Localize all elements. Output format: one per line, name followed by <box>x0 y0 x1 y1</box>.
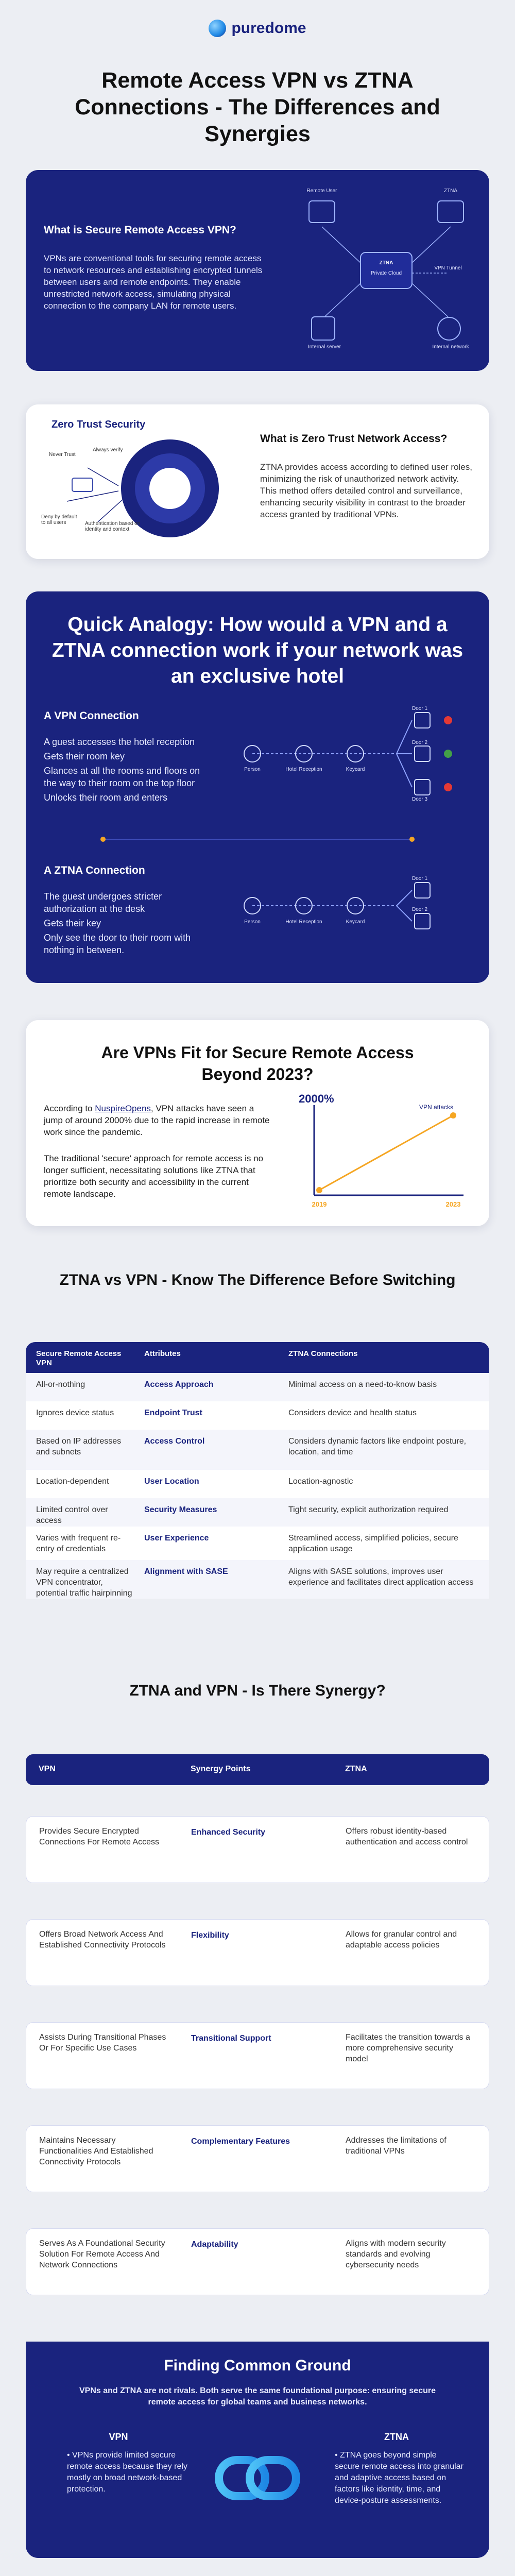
common-vpn-body: • VPNs provide limited secure remote access because they rely mostly on broad network-based protection. <box>67 2451 187 2494</box>
chart-x-tick-label: 2023 <box>445 1200 461 1208</box>
ztna-door-1-label: Door 1 <box>412 876 428 882</box>
attribute-cell: User Experience <box>144 1534 209 1543</box>
attribute-cell: Access Approach <box>144 1380 214 1389</box>
synergy-row <box>26 2022 489 2089</box>
diagram-private-cloud-label: Private Cloud <box>370 270 402 276</box>
difference-cell: Location-dependent <box>36 1477 109 1486</box>
diagram-internal-network-label: Internal network <box>432 344 469 350</box>
vpn-connection-title: A VPN Connection <box>44 710 139 722</box>
difference-cell: Aligns with SASE solutions, improves user experience and facilitates direct application access <box>288 1567 474 1587</box>
vpn-fit-paragraph-2: The traditional 'secure' approach for remote access is no longer sufficient, necessitating solutions like ZTNA that prioritize both security and accessibility in the current remote landscape. <box>44 1154 264 1199</box>
ztna-step-3: Only see the door to their room with nothing in between. <box>44 933 191 955</box>
analogy-heading: Quick Analogy: How would a VPN and a ZTNA connection work if your network was an exclusive hotel <box>52 614 464 687</box>
chart-point <box>316 1187 322 1193</box>
vpn-fit-paragraph-1 <box>44 1103 270 1138</box>
diagram-cloud-ztna-label: ZTNA <box>379 260 393 266</box>
divider-dot-right <box>409 837 415 842</box>
difference-column-header: ZTNA Connections <box>288 1349 358 1358</box>
synergy-row <box>26 2125 489 2192</box>
synergy-point-cell: Transitional Support <box>191 2034 271 2043</box>
nuspire-link[interactable]: NuspireOpens <box>95 1104 151 1113</box>
chart-svg <box>299 1092 474 1211</box>
synergy-column-header: VPN <box>39 1765 56 1773</box>
common-ztna-body: • ZTNA goes beyond simple secure remote access into granular and adaptive access based on factors like identity, time, and device-posture assessments. <box>335 2451 464 2505</box>
difference-row <box>26 1527 489 1560</box>
synergy-cell: Assists During Transitional Phases Or For Specific Use Cases <box>39 2033 166 2053</box>
synergy-cell: Facilitates the transition towards a more comprehensive security model <box>346 2033 470 2063</box>
synergy-point-cell: Flexibility <box>191 1931 229 1940</box>
common-vpn-body-text: VPNs provide limited secure remote access because they rely mostly on broad network-based protection. <box>67 2451 187 2494</box>
ztna-hotel-diagram <box>232 870 469 947</box>
synergy-column-header: ZTNA <box>345 1765 367 1773</box>
ztna-connection-title: A ZTNA Connection <box>44 865 145 876</box>
synergy-cell: Provides Secure Encrypted Connections For Remote Access <box>39 1827 159 1846</box>
vpn-reception-label: Hotel Reception <box>285 767 322 772</box>
vpn-keycard-label: Keycard <box>346 767 365 772</box>
analogy-divider <box>103 839 412 840</box>
vpn-hotel-diagram <box>232 700 469 813</box>
attribute-cell: User Location <box>144 1477 199 1486</box>
zt-never-trust-label: Never Trust <box>49 452 76 457</box>
common-ground-heading: Finding Common Ground <box>164 2357 351 2374</box>
zt-auth-label: Authentication based on identity and context <box>85 521 141 532</box>
synergy-row <box>26 1816 489 1883</box>
synergy-point-cell: Enhanced Security <box>191 1828 266 1837</box>
synergy-cell: Offers robust identity-based authentication and access control <box>346 1827 468 1846</box>
common-vpn-title: VPN <box>109 2432 128 2442</box>
vpn-fit-p1-suffix: , VPN attacks have seen a jump of around 2000% due to the rapid increase in remote work since the pandemic. <box>44 1104 270 1137</box>
chart-series-line <box>319 1115 453 1190</box>
synergy-cell: Addresses the limitations of traditional VPNs <box>346 2136 447 2156</box>
ztna-keycard-label: Keycard <box>346 919 365 925</box>
attribute-cell: Access Control <box>144 1437 205 1446</box>
attribute-cell: Endpoint Trust <box>144 1409 202 1417</box>
vpn-step-3: Glances at all the rooms and floors on the way to their room on the top floor <box>44 766 200 788</box>
vpn-person-label: Person <box>244 767 261 772</box>
difference-cell: Varies with frequent re-entry of credentials <box>36 1534 121 1553</box>
synergy-cell: Aligns with modern security standards and evolving cybersecurity needs <box>346 2239 446 2269</box>
difference-cell: Considers dynamic factors like endpoint posture, location, and time <box>288 1437 467 1456</box>
difference-cell: Minimal access on a need-to-know basis <box>288 1380 437 1389</box>
vpn-intro-card <box>26 170 489 371</box>
vpn-step-4: Unlocks their room and enters <box>44 792 168 803</box>
zero-trust-heading: What is Zero Trust Network Access? <box>260 433 448 445</box>
ztna-reception-label: Hotel Reception <box>285 919 322 925</box>
difference-cell: Location-agnostic <box>288 1477 353 1486</box>
common-ztna-body-text: ZTNA goes beyond simple secure remote access into granular and adaptive access based on factors like identity, time, and device-posture assessments. <box>335 2451 464 2505</box>
vpn-fit-card <box>26 1020 489 1226</box>
vpn-door-3-label: Door 3 <box>412 796 428 802</box>
synergy-heading: ZTNA and VPN - Is There Synergy? <box>129 1682 386 1699</box>
ztna-step-1: The guest undergoes stricter authorization at the desk <box>44 891 162 914</box>
chart-title: 2000% <box>299 1092 334 1105</box>
difference-cell: Ignores device status <box>36 1409 114 1417</box>
puredome-logo-icon <box>209 20 226 37</box>
analogy-card <box>26 591 489 983</box>
link-chain-icon <box>211 2439 304 2517</box>
difference-header-row <box>26 1342 489 1373</box>
common-ground-intro: VPNs and ZTNA are not rivals. Both serve the same foundational purpose: ensuring secure remote access for global teams and business networks. <box>79 2386 436 2406</box>
difference-cell: May require a centralized VPN concentrator, potential traffic hairpinning <box>36 1567 132 1598</box>
zero-trust-diagram <box>41 419 237 548</box>
diagram-remote-user-label: Remote User <box>306 188 337 194</box>
diagram-internal-server-label: Internal server <box>308 344 341 350</box>
vpn-door-1-label: Door 1 <box>412 706 428 711</box>
vpn-door-2-label: Door 2 <box>412 740 428 745</box>
zero-trust-diagram-title: Zero Trust Security <box>52 419 146 430</box>
difference-cell: Tight security, explicit authorization required <box>288 1505 449 1514</box>
common-ground-card <box>26 2342 489 2558</box>
zero-trust-body: ZTNA provides access according to defined user roles, minimizing the risk of unauthorized network activity. This method offers detailed control and surveillance, enhancing security visibility in contrast to the broader access granted by traditional VPNs. <box>260 462 472 519</box>
chart-point <box>450 1112 456 1118</box>
synergy-cell: Maintains Necessary Functionalities And Established Connectivity Protocols <box>39 2136 153 2166</box>
vpn-fit-p1-prefix: According to <box>44 1104 95 1113</box>
logo-text: puredome <box>231 20 306 37</box>
ztna-person-label: Person <box>244 919 261 925</box>
synergy-header-row <box>26 1754 489 1785</box>
difference-row <box>26 1373 489 1401</box>
divider-dot-left <box>100 837 106 842</box>
difference-cell: Based on IP addresses and subnets <box>36 1437 122 1456</box>
vpn-intro-body: VPNs are conventional tools for securing remote access to network resources and establishing encrypted tunnels between users and remote endpoints. They enable unrestricted network access, simulating physical connection to the company LAN for remote users. <box>44 253 263 311</box>
ztna-step-2: Gets their key <box>44 918 101 928</box>
vpn-intro-heading: What is Secure Remote Access VPN? <box>44 224 236 236</box>
synergy-cell: Serves As A Foundational Security Solution For Remote Access And Network Connections <box>39 2239 165 2269</box>
difference-column-header: Secure Remote Access VPN <box>36 1349 122 1367</box>
attribute-cell: Alignment with SASE <box>144 1567 228 1576</box>
synergy-row <box>26 2228 489 2295</box>
synergy-column-header: Synergy Points <box>191 1765 251 1773</box>
synergy-cell: Allows for granular control and adaptable access policies <box>346 1930 457 1950</box>
difference-row <box>26 1430 489 1470</box>
synergy-point-cell: Complementary Features <box>191 2137 290 2146</box>
difference-row <box>26 1401 489 1430</box>
chart-series-label: VPN attacks <box>419 1104 453 1111</box>
vpn-fit-heading: Are VPNs Fit for Secure Remote Access Beyond 2023? <box>101 1043 414 1083</box>
vpn-step-2: Gets their room key <box>44 751 125 761</box>
header-logo[interactable] <box>0 20 515 37</box>
diagram-vpn-tunnel-label: VPN Tunnel <box>434 265 462 271</box>
zt-deny-default-label: Deny by default to all users <box>41 514 77 526</box>
difference-heading: ZTNA vs VPN - Know The Difference Before Switching <box>59 1272 456 1289</box>
zt-always-verify-label: Always verify <box>93 447 123 453</box>
difference-cell: Limited control over access <box>36 1505 108 1525</box>
difference-cell: Considers device and health status <box>288 1409 417 1417</box>
vpn-network-diagram <box>294 180 479 361</box>
vpn-step-1: A guest accesses the hotel reception <box>44 737 195 747</box>
difference-cell: All-or-nothing <box>36 1380 85 1389</box>
vpn-attacks-chart <box>299 1092 474 1211</box>
common-ztna-title: ZTNA <box>384 2432 409 2442</box>
attribute-cell: Security Measures <box>144 1505 217 1514</box>
synergy-point-cell: Adaptability <box>191 2240 238 2249</box>
difference-row <box>26 1470 489 1498</box>
synergy-row <box>26 1919 489 1986</box>
zero-trust-card <box>26 404 489 559</box>
difference-row <box>26 1498 489 1527</box>
diagram-ztna-label: ZTNA <box>443 188 458 194</box>
chart-x-tick-label: 2019 <box>312 1200 327 1208</box>
synergy-cell: Offers Broad Network Access And Established Connectivity Protocols <box>39 1930 166 1950</box>
difference-row <box>26 1560 489 1599</box>
page-title: Remote Access VPN vs ZTNA Connections - The Differences and Synergies <box>75 68 440 146</box>
difference-column-header: Attributes <box>144 1349 181 1358</box>
difference-cell: Streamlined access, simplified policies, secure application usage <box>288 1534 458 1553</box>
ztna-door-2-label: Door 2 <box>412 907 428 912</box>
